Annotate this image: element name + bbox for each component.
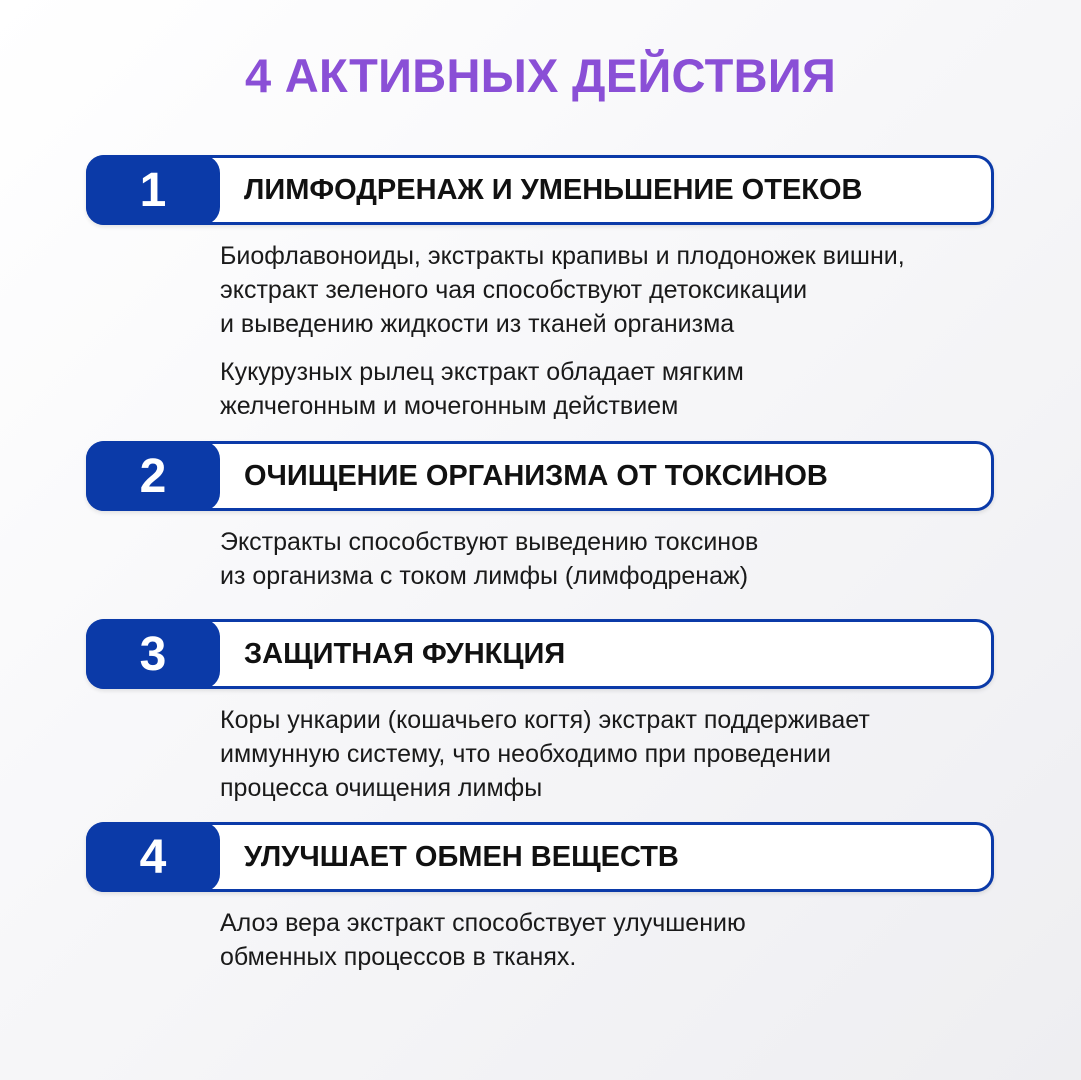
section-header <box>86 619 994 689</box>
section-number: 2 <box>86 441 220 511</box>
section-paragraph <box>220 525 994 593</box>
section-heading: ЗАЩИТНАЯ ФУНКЦИЯ <box>244 637 566 670</box>
section-paragraph <box>220 355 994 423</box>
section-header <box>86 155 994 225</box>
paragraph-line: Кукурузных рылец экстракт обладает мягким <box>220 358 744 386</box>
paragraph-line: Биофлавоноиды, экстракты крапивы и плодоножек вишни, <box>220 242 905 270</box>
paragraph-line: из организма с током лимфы (лимфодренаж) <box>220 562 749 590</box>
section-number: 1 <box>86 155 220 225</box>
section-4 <box>86 822 994 974</box>
section-paragraph <box>220 239 994 341</box>
section-heading: УЛУЧШАЕТ ОБМЕН ВЕЩЕСТВ <box>244 840 679 873</box>
paragraph-line: Алоэ вера экстракт способствует улучшению <box>220 909 746 937</box>
page-title: 4 АКТИВНЫХ ДЕЙСТВИЯ <box>244 49 837 102</box>
section-2 <box>86 441 994 593</box>
paragraph-line: Экстракты способствуют выведению токсинов <box>220 528 759 556</box>
section-3 <box>86 619 994 805</box>
paragraph-line: экстракт зеленого чая способствуют детоксикации <box>220 276 808 304</box>
section-number: 3 <box>86 619 220 689</box>
paragraph-line: Коры ункарии (кошачьего когтя) экстракт поддерживает <box>220 706 870 734</box>
paragraph-line: желчегонным и мочегонным действием <box>220 392 679 420</box>
section-header <box>86 441 994 511</box>
paragraph-line: иммунную систему, что необходимо при проведении <box>220 740 831 768</box>
paragraph-line: процесса очищения лимфы <box>220 774 543 802</box>
paragraph-line: и выведению жидкости из тканей организма <box>220 310 735 338</box>
section-paragraph <box>220 906 994 974</box>
section-heading: ОЧИЩЕНИЕ ОРГАНИЗМА ОТ ТОКСИНОВ <box>244 459 828 492</box>
section-heading: ЛИМФОДРЕНАЖ И УМЕНЬШЕНИЕ ОТЕКОВ <box>244 173 863 206</box>
paragraph-line: обменных процессов в тканях. <box>220 943 577 971</box>
section-1 <box>86 155 994 423</box>
section-header <box>86 822 994 892</box>
section-paragraph <box>220 703 994 805</box>
section-number: 4 <box>86 822 220 892</box>
